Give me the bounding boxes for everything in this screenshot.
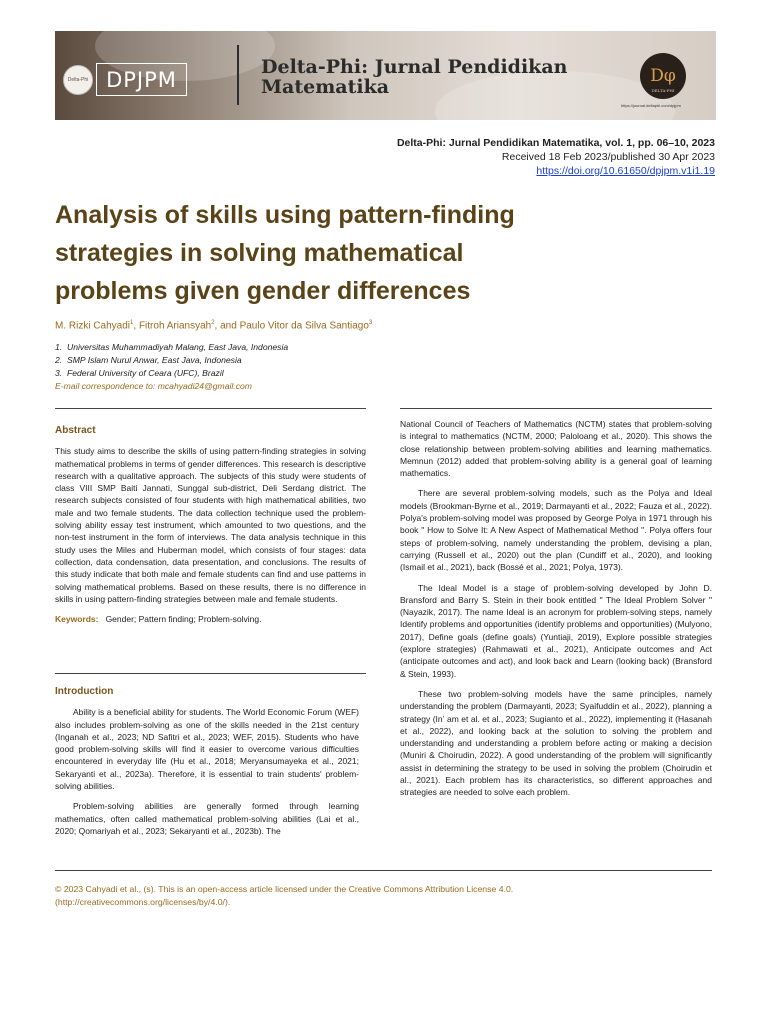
footer-rule bbox=[55, 870, 712, 871]
doi-link[interactable]: https://doi.org/10.61650/dpjpm.v1i1.19 bbox=[536, 165, 715, 177]
license-url[interactable]: (http://creativecommons.org/licenses/by/4.0/). bbox=[55, 897, 231, 907]
university-logo: Delta-Phi bbox=[63, 65, 93, 95]
affiliation-text: Federal University of Ceara (UFC), Brazil bbox=[67, 368, 224, 378]
author-name: M. Rizki Cahyadi bbox=[55, 320, 131, 332]
affiliations bbox=[55, 341, 288, 393]
journal-banner bbox=[55, 31, 716, 120]
body-paragraph: These two problem-solving models have the same principles, namely understanding the problem (Darmayanti, 2023; Syaifuddin et al., 2022), planning a strategy (Inʼ am et al. et al., 2023; Sugianto et al., 2022), implementing it (Hasanah et al., 2022), and looking back at the solution to solving the problem and understanding and understanding a problem before acting or making a decision (Muniri & Choirudin, 2022). A good understanding of the problem will significantly assist in determining the strategy to be used in solving the problem (Choirudin et al., 2021). Each problem has its characteristics, so different approaches and strategies are needed to solve each problem. bbox=[400, 688, 712, 798]
author-list: M. Rizki Cahyadi$^1$, Fitroh Ariansyah$^2$, and Paulo Vitor da Silva Santiago$^3$ bbox=[55, 320, 373, 332]
introduction-paragraph: Ability is a beneficial ability for students. The World Economic Forum (WEF) also includes problem-solving as one of the skills needed in the 21st century (Inganah et al., 2023; ND Safitri et al., 2023; WEF, 2015). Students who have good problem-solving skills will find it easier to overcome various difficulties encountered in everyday life (Hu et al., 2018; Meryansumayeka et al., 2021; Sekaryanti et al., 2023a). Therefore, it is essential to train students' problem-solving abilities. bbox=[55, 707, 359, 792]
journal-banner-title: Delta-Phi: Jurnal Pendidikan Matematika bbox=[261, 56, 568, 98]
body-paragraph: The Ideal Model is a stage of problem-solving developed by John D. Bransford and Barry S. Stein in their book entitled " The Ideal Problem Solver " (Nayazik, 2017). The name Ideal is an acronym for problem-solving steps, namely Identify problems and opportunities (identify problems and opportunities) (Mulyono, 2017), Define goals (define goals) (Yuntiaji, 2019), Explore possible strategies (explore strategies) (Rahmawati et al., 2021), Anticipate outcomes and Act (anticipate outcomes and act), and look back and Learn (looking back) (Bransford & Stein, 1993). bbox=[400, 582, 712, 679]
article-title: Analysis of skills using pattern-finding strategies in solving mathematical problems given gender differences bbox=[55, 201, 515, 305]
right-column bbox=[400, 418, 712, 807]
citation-line: Delta-Phi: Jurnal Pendidikan Matematika, vol. 1, pp. 06–10, 2023 bbox=[396, 137, 715, 149]
banner-divider bbox=[237, 45, 239, 105]
author-sup: 3 bbox=[368, 320, 373, 326]
keywords-label: Keywords: bbox=[55, 614, 99, 625]
introduction-heading: Introduction bbox=[55, 686, 114, 697]
delta-phi-logo bbox=[640, 53, 686, 99]
affiliation-item bbox=[55, 354, 288, 367]
keywords bbox=[55, 613, 366, 625]
keywords-bottom-rule bbox=[55, 673, 366, 674]
affiliation-text: SMP Islam Nurul Anwar, East Java, Indonesia bbox=[67, 355, 242, 365]
abstract-heading: Abstract bbox=[55, 425, 96, 436]
keywords-text: Gender; Pattern finding; Problem-solving. bbox=[105, 614, 262, 625]
correspondence-label: E-mail correspondence to: bbox=[55, 381, 156, 391]
delta-phi-logo-caption: DELTA-PHI bbox=[651, 88, 675, 93]
dpjpm-logo: DPJPM bbox=[96, 63, 187, 96]
right-column-top-rule bbox=[400, 408, 712, 409]
affiliation-number: 2. bbox=[55, 355, 63, 365]
abstract-top-rule bbox=[55, 408, 366, 409]
banner-url[interactable]: https://journal.deltaphi.com/dpjpm bbox=[621, 103, 681, 108]
correspondence-email[interactable]: mcahyadi24@gmail.com bbox=[157, 381, 252, 391]
license-footer bbox=[55, 883, 655, 909]
author-sup: 1 bbox=[130, 320, 134, 326]
body-paragraph: National Council of Teachers of Mathematics (NCTM) states that problem-solving is integral to mathematics (NCTM, 2000; Paloloang et al., 2020). This shows the close relationship between problem-solving abilities and learning mathematics. Memnun (2012) added that problem-solving ability is a general goal of learning mathematics. bbox=[400, 419, 712, 479]
delta-phi-logo-mark: Dφ bbox=[650, 66, 676, 86]
abstract-text: This study aims to describe the skills of using pattern-finding strategies in solving mathematical problems in terms of gender differences. This research is descriptive research with a qualitative approach. The subjects of this study were students of class VIII SMP Baiti Jannati, Sunggal sub-district, Deli Serdang district. The research subjects consisted of four students with high mathematical abilities, two male and two female students. The data collection technique used the problem-solving ability essay test instrument, which amounted to two questions, and the non-test instrument in the form of interviews. The data analysis technique in this study uses the Miles and Huberman model, which consists of four stages: data collection, data condensation, data presentation, and conclusions. The results of this study indicate that both male and female students can find and use patterns in solving mathematical problems. Based on these results, there is no difference in skills in using pattern-finding strategies between male and female students. bbox=[55, 446, 366, 604]
license-line: © 2023 Cahyadi et al., (s). This is an open-access article licensed under the Creative Commons Attribution License 4.0. bbox=[55, 884, 514, 894]
affiliation-number: 3. bbox=[55, 368, 63, 378]
affiliation-item bbox=[55, 341, 288, 354]
author-sup: 2 bbox=[211, 320, 215, 326]
author-name: Fitroh Ariansyah bbox=[138, 320, 212, 332]
body-paragraph: There are several problem-solving models, such as the Polya and Ideal models (Brookman-Byrne et al., 2019; Darmayanti et al., 2022; Fauza et al., 2022). Polya's problem-solving model was proposed by George Polya in 1971 through his book " How to Solve It: A New Aspect of Mathematical Method ". Polya offers four steps of problem-solving, namely understanding the problem, devising a plan, carrying (Russell et al., 2020) out the plan (Cundiff et al., 2020), and looking (Ismail et al., 2021), back (Bossé et al., 2021; Polya, 1973). bbox=[400, 488, 712, 573]
affiliation-text: Universitas Muhammadiyah Malang, East Java, Indonesia bbox=[67, 342, 289, 352]
article-meta bbox=[397, 136, 715, 178]
introduction-section bbox=[55, 686, 359, 845]
correspondence bbox=[55, 380, 288, 393]
author-name: Paulo Vitor da Silva Santiago bbox=[239, 320, 369, 332]
affiliation-item bbox=[55, 367, 288, 380]
introduction-paragraph: Problem-solving abilities are generally formed through learning mathematics, often called mathematical problem-solving abilities (Lai et al., 2020; Qomariyah et al., 2023; Sekaryanti et al., 2023b). The bbox=[55, 801, 359, 836]
affiliation-number: 1. bbox=[55, 342, 63, 352]
left-column bbox=[55, 425, 366, 625]
dates-line: Received 18 Feb 2023/published 30 Apr 2023 bbox=[501, 151, 715, 163]
